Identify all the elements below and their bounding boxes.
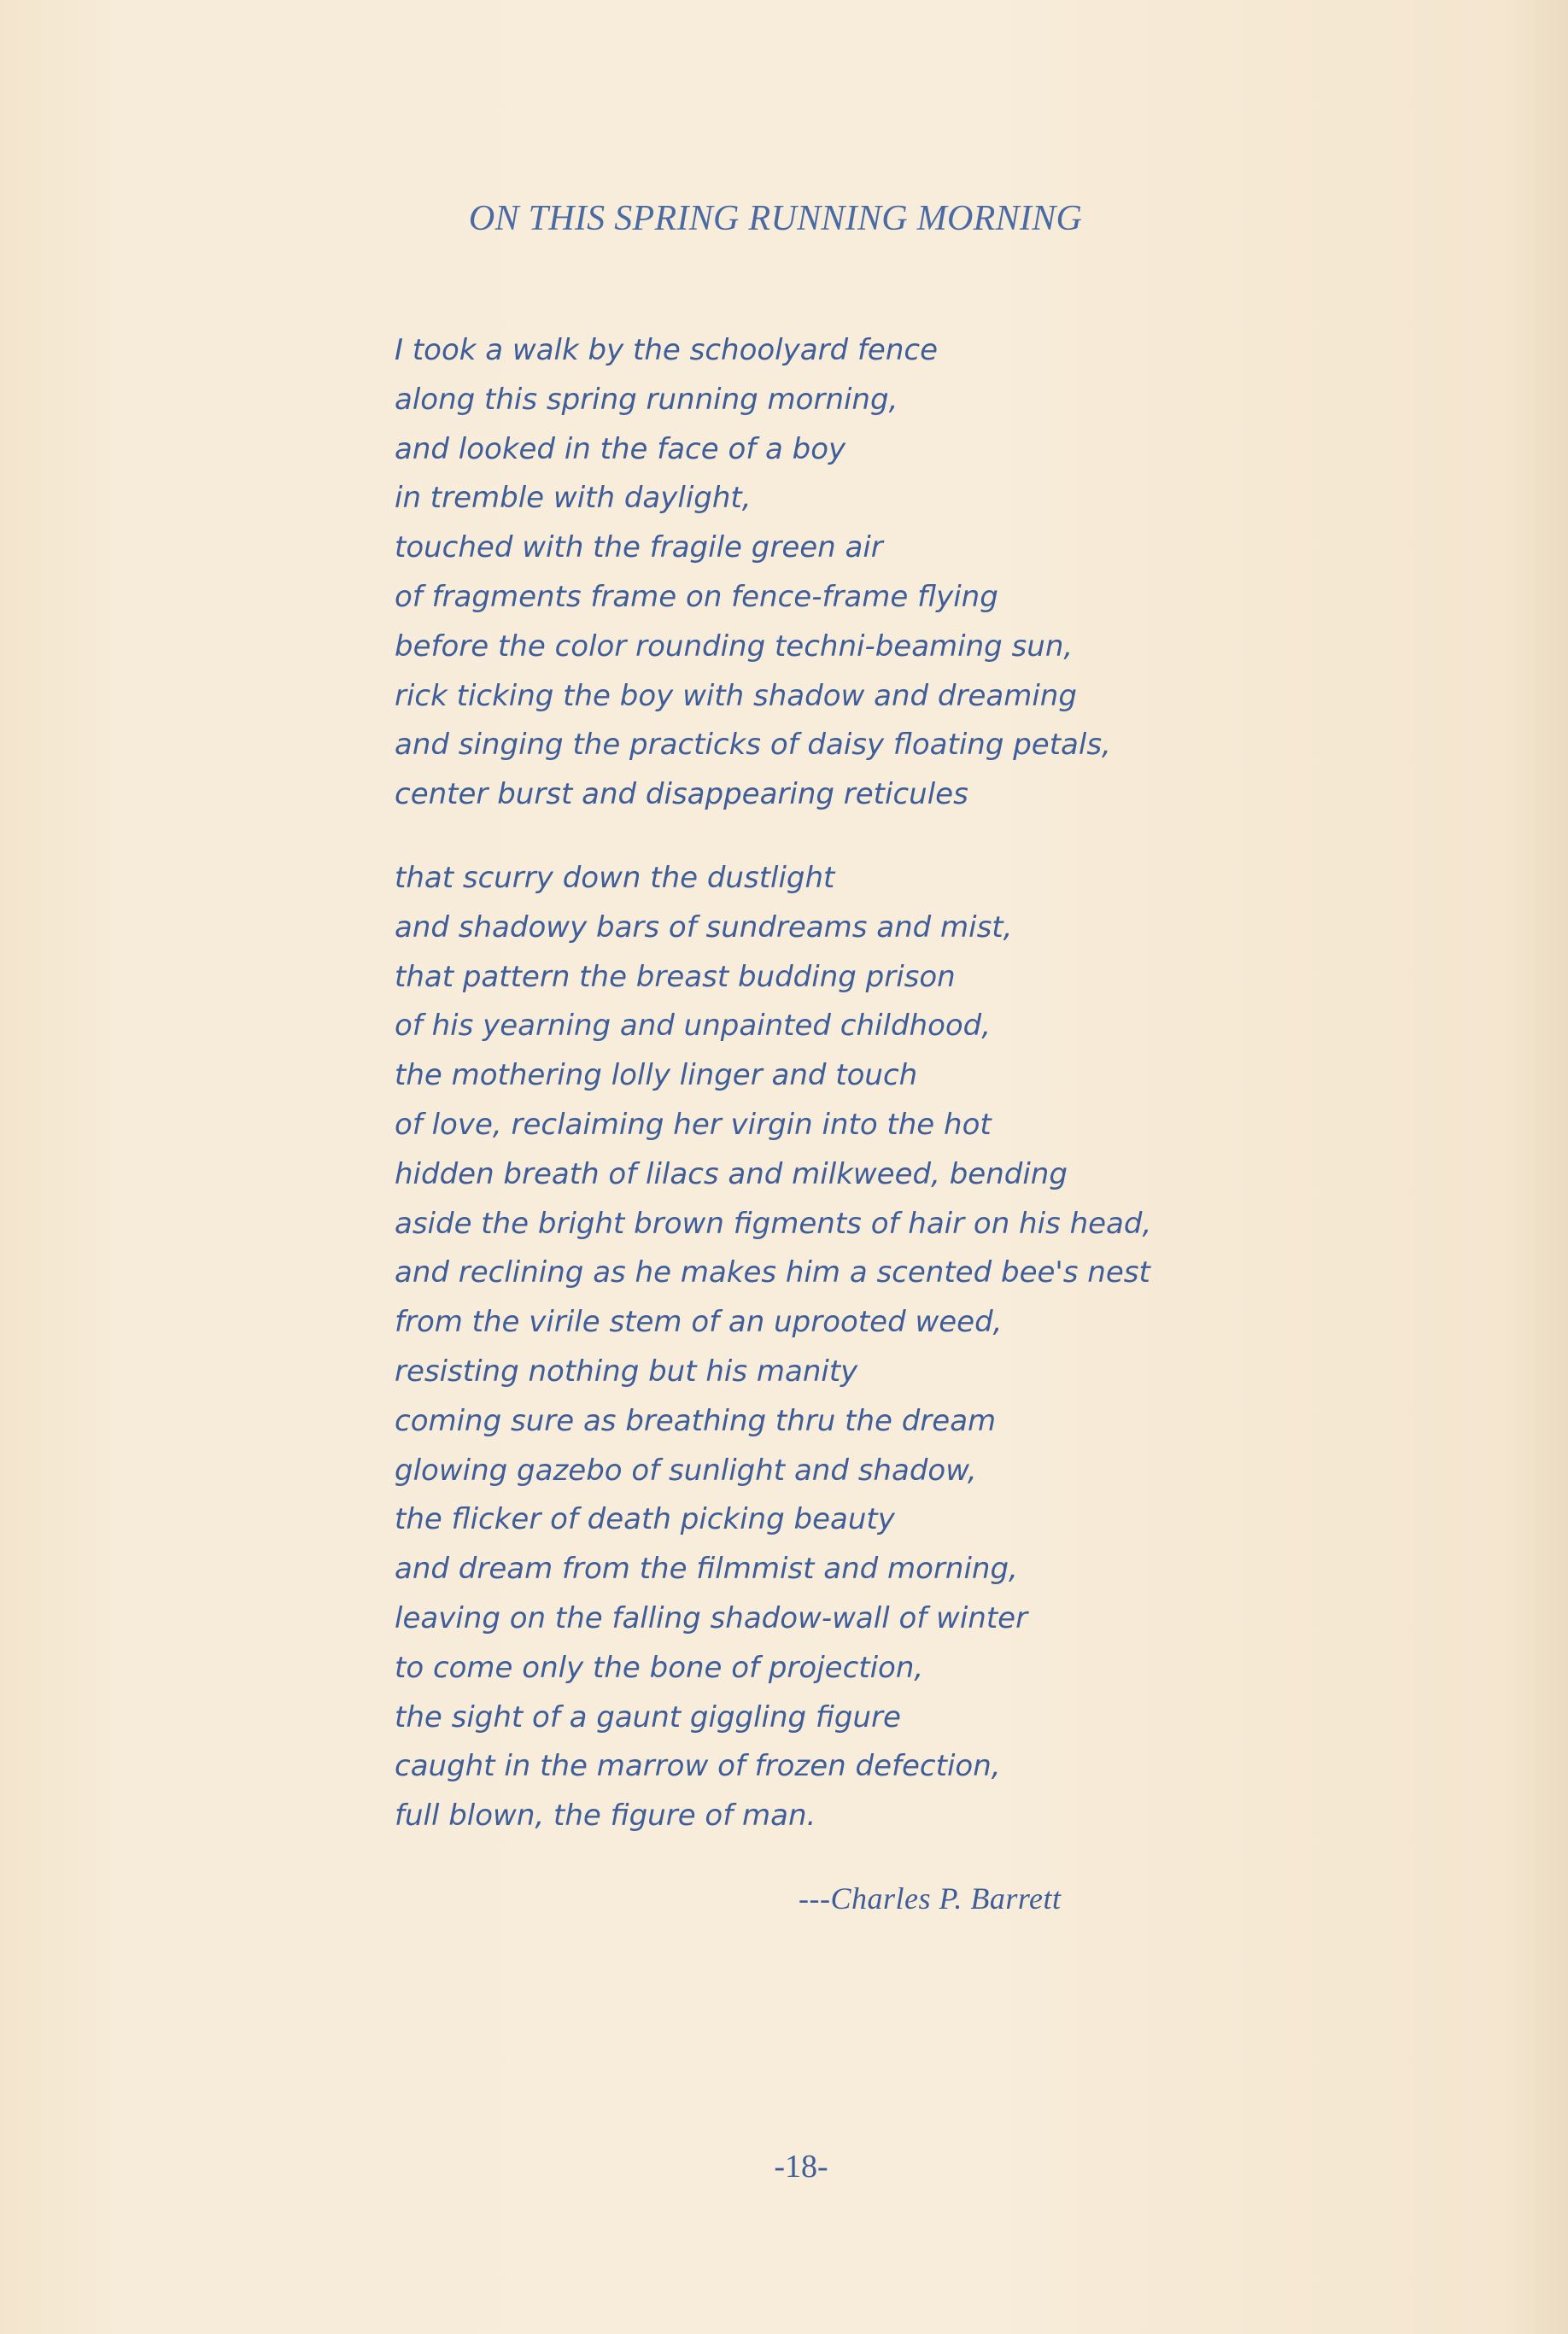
poem-line: rick ticking the boy with shadow and dreaming bbox=[395, 678, 1077, 713]
poem-stanza-2 bbox=[395, 854, 1151, 1841]
poem-stanza-1 bbox=[395, 326, 1111, 820]
poem-line: center burst and disappearing reticules bbox=[395, 777, 968, 812]
poem-line: coming sure as breathing thru the dream bbox=[395, 1403, 997, 1438]
poem-line: before the color rounding techni-beaming sun, bbox=[395, 629, 1074, 664]
poem-line: the sight of a gaunt giggling figure bbox=[395, 1699, 901, 1734]
poem-line: that pattern the breast budding prison bbox=[395, 959, 956, 994]
poem-line: resisting nothing but his manity bbox=[395, 1354, 858, 1389]
poem-line: the flicker of death picking beauty bbox=[395, 1502, 895, 1537]
poem-line: of his yearning and unpainted childhood, bbox=[395, 1009, 992, 1044]
poem-line: the mothering lolly linger and touch bbox=[395, 1058, 918, 1093]
poem-line: and singing the practicks of daisy floating petals, bbox=[395, 728, 1111, 763]
poem-line: in tremble with daylight, bbox=[395, 481, 752, 516]
poem-line: touched with the fragile green air bbox=[395, 530, 883, 565]
poem-line: and looked in the face of a boy bbox=[395, 431, 846, 466]
poem-line: aside the bright brown figments of hair on his head, bbox=[395, 1206, 1152, 1241]
poem-line: of love, reclaiming her virgin into the hot bbox=[395, 1107, 992, 1142]
poem-title: ON THIS SPRING RUNNING MORNING bbox=[468, 199, 1083, 238]
poem-line: that scurry down the dustlight bbox=[395, 861, 835, 895]
page-number: -18- bbox=[774, 2149, 828, 2185]
poem-line: along this spring running morning, bbox=[395, 382, 898, 417]
poem-line: glowing gazebo of sunlight and shadow, bbox=[395, 1453, 977, 1488]
poem-line: of fragments frame on fence-frame flying bbox=[395, 579, 998, 614]
poem-line: and shadowy bars of sundreams and mist, bbox=[395, 910, 1013, 945]
poem-line: caught in the marrow of frozen defection, bbox=[395, 1749, 1001, 1784]
poem-line: leaving on the falling shadow-wall of winter bbox=[395, 1600, 1028, 1635]
poem-line: I took a walk by the schoolyard fence bbox=[395, 333, 938, 367]
poem-line: full blown, the figure of man. bbox=[395, 1799, 816, 1834]
poem-line: and reclining as he makes him a scented bee's nest bbox=[395, 1255, 1150, 1290]
poem-author-signature: ---Charles P. Barrett bbox=[799, 1881, 1062, 1916]
poem-line: and dream from the filmmist and morning, bbox=[395, 1552, 1018, 1587]
poem-line: to come only the bone of projection, bbox=[395, 1650, 924, 1685]
poem-line: from the virile stem of an uprooted weed, bbox=[395, 1305, 1003, 1340]
poem-line: hidden breath of lilacs and milkweed, bending bbox=[395, 1156, 1068, 1191]
